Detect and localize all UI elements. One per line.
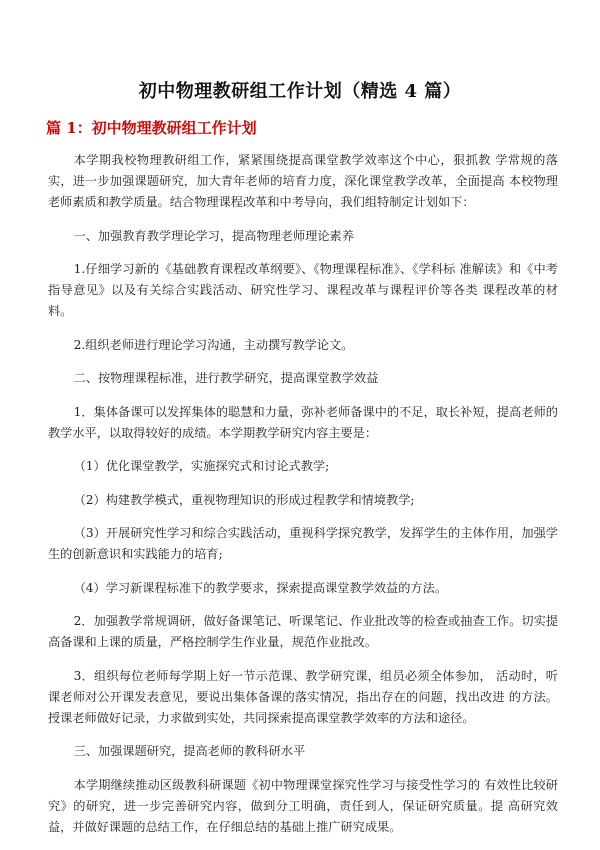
paragraph-collective-prep: 1．集体备课可以发挥集体的聪慧和力量，弥补老师备课中的不足，取长补短，提高老师的教学水平，以取得较好的成绩。本学期教学研究内容主要是： xyxy=(48,404,558,440)
subheading-curriculum: 二、按物理课程标准，进行教学研究，提高课堂教学效益 xyxy=(73,371,379,385)
intro-paragraph: 本学期我校物理教研组工作，紧紧围绕提高课堂教学效率这个中心，狠抓教 学常规的落实，进一步加强课题研究，加大青年老师的培育力度，深化课堂教学改革，全面提高 本校物理老师素质和教学质量。结合物理课程改革和中考导向，我们组特制定计划如下： xyxy=(48,153,558,209)
list-item-1: （1）优化课堂教学，实施探究式和讨论式教学; xyxy=(73,459,330,473)
list-item-3: （3）开展研究性学习和综合实践活动，重视科学探究教学，发挥学生的主体作用，加强学生的创新意识和实践能力的培育; xyxy=(48,526,558,561)
paragraph-theory-exchange: 2.组织老师进行理论学习沟通，主动撰写教学论文。 xyxy=(73,337,354,352)
subheading-theory: 一、加强教育教学理论学习，提高物理老师理论素养 xyxy=(73,228,354,243)
paragraph-demo-lessons: 3．组织每位老师每学期上好一节示范课、教学研究课，组员必须全体参加， 活动时，听课老师对公开课发表意见，要说出集体备课的落实情况，指出存在的问题，找出改进 的方法。授课老师做好记录，力求做到实处，共同探索提高课堂教学效率的方法和途径。 xyxy=(48,668,558,725)
list-item-4: （4）学习新课程标准下的教学要求，探索提高课堂教学效益的方法。 xyxy=(73,580,447,595)
document-title: 初中物理教研组工作计划（精选 4 篇） xyxy=(138,81,462,102)
paragraph-research-project: 本学期继续推动区级教科研课题《初中物理课堂探究性学习与接受性学习的 有效性比较研究》的研究，进一步完善研究内容，做到分工明确，责任到人，保证研究质量。提 高研究效益，并做好课题的总结工作，在仔细总结的基础上推广研究成果。 xyxy=(48,777,558,834)
list-item-2: （2）构建教学模式，重视物理知识的形成过程教学和情境教学; xyxy=(73,492,415,507)
subheading-research: 三、加强课题研究，提高老师的教科研水平 xyxy=(73,744,306,758)
paragraph-routine-check: 2．加强教学常规调研，做好备课笔记、听课笔记、作业批改等的检查或抽查工作。切实提高备课和上课的质量，严格控制学生作业量，规范作业批改。 xyxy=(48,614,558,649)
section-heading: 篇 1：初中物理教研组工作计划 xyxy=(46,119,257,137)
paragraph-study-materials: 1.仔细学习新的《基础教育课程改革纲要》、《物理课程标准》、《学科标 准解读》和《中考指导意见》以及有关综合实践活动、研究性学习、课程改革与课程评价等各类 课程改革的材料。 xyxy=(48,262,558,318)
document-body xyxy=(48,150,558,850)
